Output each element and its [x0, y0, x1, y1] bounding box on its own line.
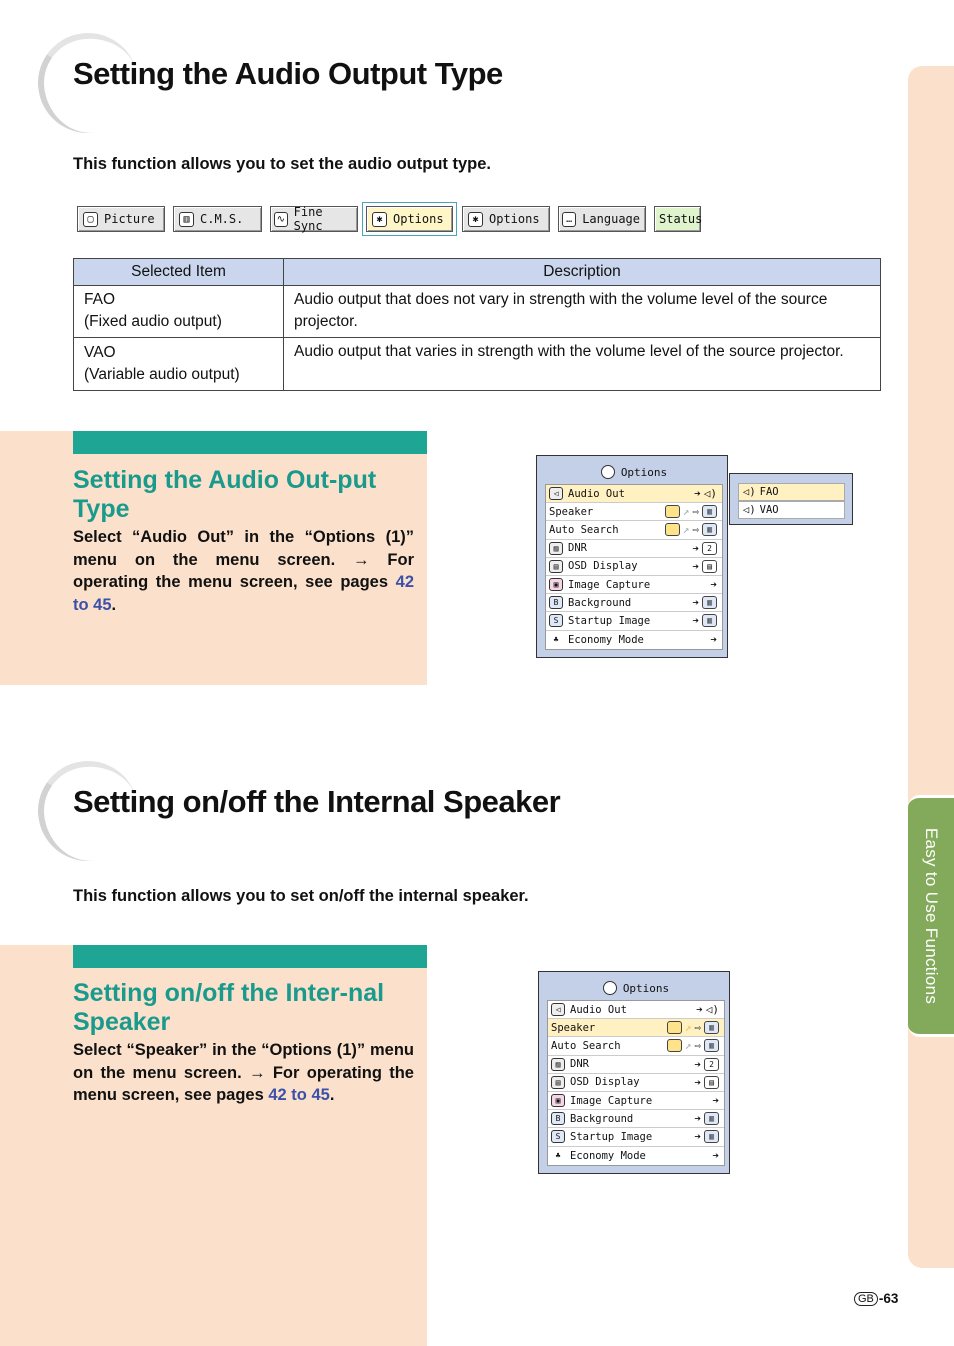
speaker-icon: ◁)	[705, 1003, 719, 1016]
startup-image-icon: S	[549, 614, 563, 627]
menu-item-value: ➔ ▥	[694, 1130, 719, 1143]
cms-icon: ▥	[179, 212, 194, 227]
speaker-icon: ◁	[549, 487, 563, 500]
menu-item-value: ➔ ▥	[692, 596, 717, 609]
section2-intro: This function allows you to set on/off the internal speaker.	[73, 887, 529, 905]
menu-item-value: ➔ ▥	[694, 1112, 719, 1125]
page-number-value: -63	[878, 1291, 899, 1306]
speaker-icon: ◁)	[703, 487, 717, 500]
item-name: FAO	[84, 291, 116, 308]
menu-item-label: Background	[568, 596, 632, 609]
leaf-icon: ♣	[553, 635, 559, 645]
table-cell-item	[74, 338, 284, 391]
osd-icon: ▤	[704, 1076, 719, 1089]
toggle-on-icon	[667, 1039, 682, 1052]
table-row	[74, 286, 881, 338]
speaker-icon: ◁)	[743, 486, 756, 498]
section1-intro: This function allows you to set the audio output type.	[73, 155, 491, 173]
table-cell-item	[74, 286, 284, 338]
item-sub: (Fixed audio output)	[84, 313, 222, 330]
table-row	[74, 338, 881, 391]
menu-item-value: ➔ 2	[692, 542, 717, 555]
menu-item-label: Startup Image	[570, 1130, 653, 1143]
toggle-off-icon: ▥	[702, 523, 717, 536]
menu-item-label: Speaker	[551, 1021, 596, 1034]
menu-item-value: ↗ ⇨ ▥	[667, 1039, 719, 1052]
dnr-value: 2	[704, 1058, 719, 1071]
speaker-icon: ◁	[551, 1003, 565, 1016]
table-header-item: Selected Item	[74, 259, 284, 286]
menu-list	[547, 1000, 725, 1166]
menu-title-label: Options	[620, 465, 668, 479]
toggle-on-icon	[665, 523, 680, 536]
background-icon: B	[551, 1112, 565, 1125]
table-cell-description: Audio output that does not vary in strength with the volume level of the source projector.	[284, 286, 881, 338]
menu-item-auto-search	[548, 1037, 724, 1055]
language-icon: …	[562, 212, 576, 227]
menu-item-value: ➔ ▤	[692, 560, 717, 573]
item-sub: (Variable audio output)	[84, 366, 240, 383]
tab-picture	[77, 206, 165, 232]
menu-item-speaker	[548, 1019, 724, 1037]
menu-item-dnr	[546, 540, 722, 558]
menu-item-label: Auto Search	[551, 1039, 621, 1052]
tab-label: Options	[489, 212, 540, 226]
picture-icon: ▢	[83, 212, 98, 227]
tab-options-1	[366, 206, 453, 232]
section2-subheading: Setting on/off the Inter-nal Speaker	[73, 979, 385, 1036]
background-option-icon: ▥	[704, 1112, 719, 1125]
menu-item-value: ➔ ◁)	[694, 487, 717, 500]
menu-item-dnr	[548, 1056, 724, 1074]
menu-tab-bar	[77, 206, 709, 232]
toggle-off-icon: ▥	[702, 505, 717, 518]
page-link[interactable]: 42 to 45	[73, 573, 414, 614]
fine-sync-icon: ∿	[274, 212, 288, 227]
menu-item-value: ➔ 2	[694, 1058, 719, 1071]
menu-item-label: Economy Mode	[568, 633, 644, 646]
menu-item-value: ↗ ⇨ ▥	[665, 505, 717, 518]
menu-item-value: ➔ ▥	[692, 614, 717, 627]
menu-item-value: ↗ ⇨ ▥	[667, 1021, 719, 1034]
dnr-icon: ▨	[551, 1058, 565, 1071]
toggle-off-icon: ▥	[704, 1021, 719, 1034]
tab-label: Options	[393, 212, 444, 226]
osd-icon: ▤	[549, 560, 563, 573]
menu-item-background	[548, 1110, 724, 1128]
startup-option-icon: ▥	[704, 1130, 719, 1143]
toggle-on-icon	[667, 1021, 682, 1034]
options-menu-screenshot	[536, 455, 728, 658]
menu-item-audio-out	[548, 1001, 724, 1019]
menu-title	[545, 460, 723, 484]
page-number	[854, 1291, 898, 1306]
dnr-icon: ▨	[549, 542, 563, 555]
table-cell-description: Audio output that varies in strength with the volume level of the source projector.	[284, 338, 881, 391]
step-reference: → For operating the menu screen, see pages	[73, 1063, 414, 1104]
startup-image-icon: S	[551, 1130, 565, 1143]
step-instruction: Select “Audio Out” in the “Options (1)” menu on the menu screen.	[73, 528, 414, 569]
options-menu-screenshot	[538, 971, 730, 1174]
step-reference: → For operating the menu screen, see pages	[73, 550, 414, 591]
menu-item-label: Startup Image	[568, 614, 651, 627]
menu-title	[547, 976, 725, 1000]
image-capture-icon: ▣	[551, 1094, 565, 1107]
menu-item-value: ↗ ⇨ ▥	[665, 523, 717, 536]
menu-item-label: DNR	[568, 542, 587, 555]
section2-step	[73, 1039, 414, 1107]
section1-step	[73, 526, 414, 616]
menu-item-label: Audio Out	[568, 487, 625, 500]
leaf-icon: ♣	[555, 1151, 561, 1161]
step-instruction: Select “Speaker” in the “Options (1)” menu on the menu screen.	[73, 1041, 414, 1082]
background-option-icon: ▥	[702, 596, 717, 609]
menu-item-label: Image Capture	[570, 1094, 653, 1107]
tab-language	[558, 206, 646, 232]
audio-output-table	[73, 258, 881, 391]
menu-item-label: OSD Display	[568, 560, 638, 573]
table-header-description: Description	[284, 259, 881, 286]
tab-label: Language	[582, 212, 640, 226]
dnr-value: 2	[702, 542, 717, 555]
menu-item-image-capture	[546, 576, 722, 594]
side-tab-label: Easy to Use Functions	[922, 827, 941, 1005]
menu-item-value: ➔	[712, 1148, 719, 1162]
region-badge: GB	[854, 1292, 878, 1306]
speaker-icon: ◁)	[743, 504, 756, 516]
menu-item-label: Auto Search	[549, 523, 619, 536]
menu-item-label: Background	[570, 1112, 634, 1125]
menu-item-economy-mode	[548, 1147, 724, 1165]
menu-item-value: ➔	[710, 632, 717, 646]
osd-icon: ▤	[551, 1076, 565, 1089]
menu-item-osd-display	[546, 558, 722, 576]
options-icon: ✱	[372, 212, 387, 227]
submenu-option-fao	[738, 483, 845, 501]
menu-item-label: Audio Out	[570, 1003, 627, 1016]
osd-icon: ▤	[702, 560, 717, 573]
arrow-icon: ↗	[684, 1039, 692, 1053]
menu-item-auto-search	[546, 521, 722, 539]
toggle-off-icon: ▥	[704, 1039, 719, 1052]
menu-item-label: OSD Display	[570, 1076, 640, 1089]
teal-header-bar	[73, 945, 427, 968]
options-icon: ✱	[468, 212, 483, 227]
submenu-option-vao	[738, 501, 845, 519]
tab-label: Status	[659, 212, 703, 226]
menu-item-economy-mode	[546, 631, 722, 649]
menu-item-label: Image Capture	[568, 578, 651, 591]
menu-item-osd-display	[548, 1074, 724, 1092]
audio-out-submenu	[729, 473, 853, 525]
menu-item-image-capture	[548, 1092, 724, 1110]
menu-item-background	[546, 594, 722, 612]
tab-label: Picture	[104, 212, 155, 226]
menu-item-startup-image	[548, 1128, 724, 1146]
submenu-option-label: VAO	[759, 504, 779, 516]
menu-item-audio-out	[546, 485, 722, 503]
toggle-on-icon	[665, 505, 680, 518]
options-gear-icon	[601, 465, 615, 479]
menu-item-value: ➔	[712, 1093, 719, 1107]
menu-item-value: ➔ ◁)	[696, 1003, 719, 1016]
arrow-icon: ↗	[682, 523, 690, 537]
arrow-icon: ↗	[682, 505, 690, 519]
tab-status	[654, 206, 701, 232]
step-end: .	[111, 595, 117, 614]
tab-label: Fine Sync	[293, 205, 323, 233]
menu-item-speaker	[546, 503, 722, 521]
tab-cms	[173, 206, 262, 232]
startup-option-icon: ▥	[702, 614, 717, 627]
item-name: VAO	[84, 344, 116, 361]
menu-item-label: Economy Mode	[570, 1149, 646, 1162]
arrow-icon: ↗	[684, 1021, 692, 1035]
tab-fine-sync	[270, 206, 358, 232]
page-link[interactable]: 42 to 45	[268, 1086, 330, 1104]
tab-label: C.M.S.	[200, 212, 244, 226]
section1-subheading: Setting the Audio Out-put Type	[73, 466, 377, 523]
menu-item-label: DNR	[570, 1058, 589, 1071]
submenu-option-label: FAO	[759, 486, 779, 498]
teal-header-bar	[73, 431, 427, 454]
menu-item-startup-image	[546, 612, 722, 630]
step-end: .	[329, 1086, 335, 1104]
section2-title: Setting on/off the Internal Speaker	[73, 784, 561, 819]
menu-item-label: Speaker	[549, 505, 594, 518]
side-tab-background	[908, 66, 954, 1268]
menu-item-value: ➔ ▤	[694, 1076, 719, 1089]
background-icon: B	[549, 596, 563, 609]
options-gear-icon	[603, 981, 617, 995]
section1-title: Setting the Audio Output Type	[73, 56, 503, 91]
menu-item-value: ➔	[710, 577, 717, 591]
menu-title-label: Options	[622, 981, 670, 995]
menu-list	[545, 484, 723, 650]
tab-options-2	[462, 206, 550, 232]
image-capture-icon: ▣	[549, 578, 563, 591]
